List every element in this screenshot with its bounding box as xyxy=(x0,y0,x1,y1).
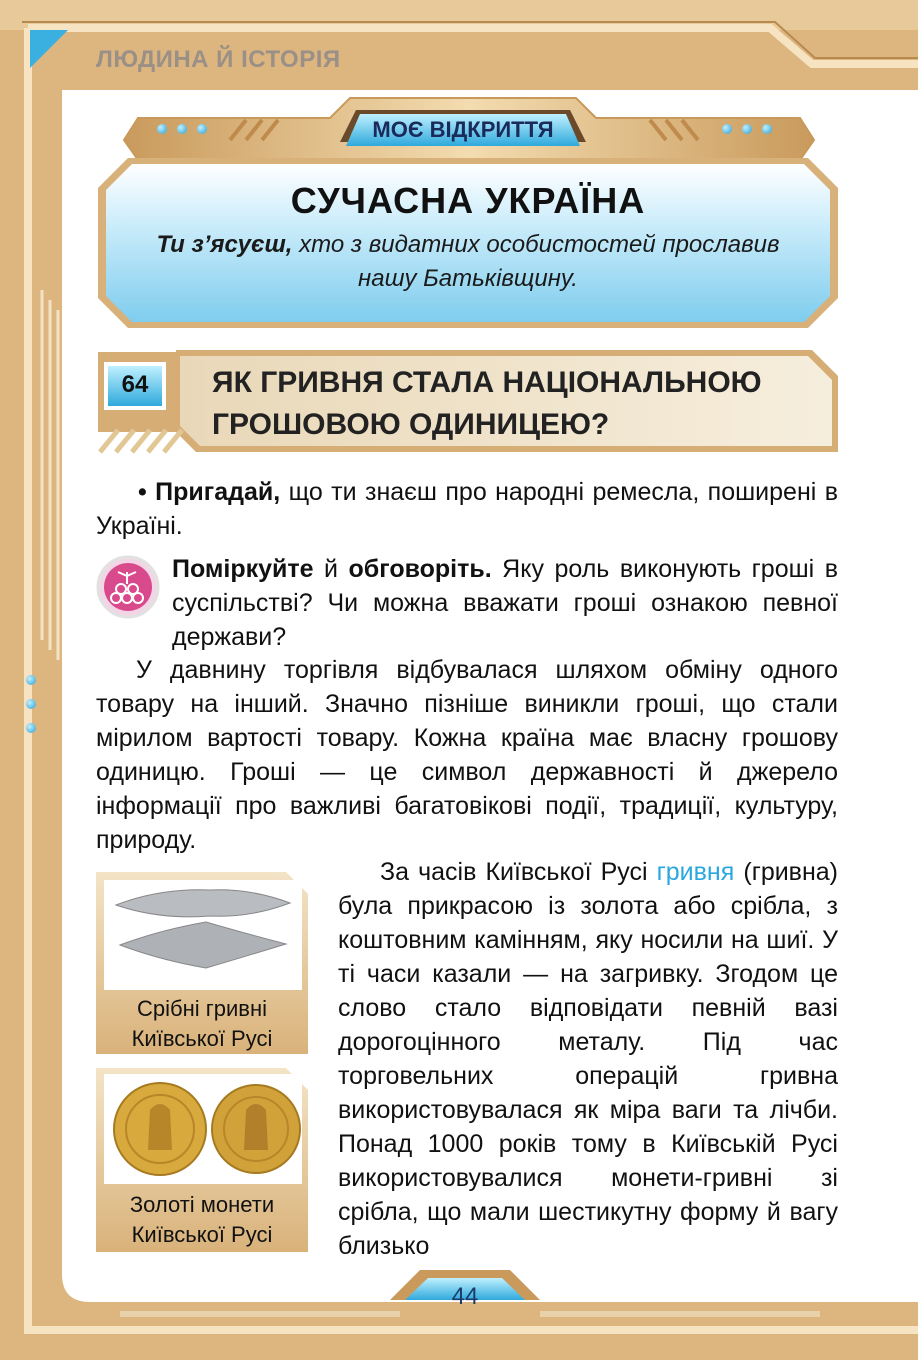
discovery-subtitle xyxy=(150,228,786,296)
paragraph-2 xyxy=(338,855,838,1263)
recall-rest: що ти знаєш про народні ремесла, поширені в Україні. xyxy=(96,478,838,540)
discovery-subtitle-rest: хто з видатних особистостей прославив нашу Батьківщину. xyxy=(292,231,780,292)
recall-bold: Пригадай, xyxy=(155,478,281,506)
silver-hryvnias-caption: Срібні гривні Київської Русі xyxy=(131,996,273,1051)
discuss-mid: й xyxy=(313,555,349,583)
discuss-paragraph xyxy=(172,552,838,654)
section-header: ЛЮДИНА Й ІСТОРІЯ xyxy=(96,46,341,73)
term-hryvnia: гривня xyxy=(656,858,735,886)
recall-paragraph xyxy=(96,475,838,543)
discuss-bold1: Поміркуйте xyxy=(172,555,314,583)
discuss-bold2: обговоріть. xyxy=(348,555,492,583)
discovery-title: СУЧАСНА УКРАЇНА xyxy=(290,180,646,221)
discovery-label: МОЄ ВІДКРИТТЯ xyxy=(372,117,554,142)
gold-coins-caption: Золоті монети Київської Русі xyxy=(129,1192,275,1247)
paragraph-2-rest: (гривна) була прикрасою із золота або срібла, з коштовним камінням, яку носили на шиї. У ті часи казали — на загривку. Згодом це слово стало відповідати певній вазі дорогоцінного металу. Під час торговельних операцій гривна використовувалася як міра ваги та лічби. Понад 1000 років тому в Київській Русі використовувалися монети-гривні зі срібла, що мали шестикутну форму й вагу близько xyxy=(338,858,838,1260)
discuss-rest: Яку роль виконують гроші в суспільстві? Чи можна вважати гроші ознакою певної держави? xyxy=(172,555,838,651)
lesson-title xyxy=(212,362,812,446)
decor-dots-left xyxy=(157,124,217,134)
recall-bullet: • xyxy=(138,478,147,506)
discovery-subtitle-bold: Ти з’ясуєш, xyxy=(156,231,293,258)
lesson-number: 64 xyxy=(121,371,149,398)
page-number: 44 xyxy=(451,1283,479,1310)
lesson-title-line1: ЯК ГРИВНЯ СТАЛА НАЦІОНАЛЬНОЮ xyxy=(212,366,762,399)
decor-dots-right xyxy=(722,124,782,134)
lesson-title-line2: ГРОШОВОЮ ОДИНИЦЕЮ? xyxy=(212,408,610,441)
paragraph-2-start: За часів Київської Русі xyxy=(380,858,657,886)
decor-dots-side xyxy=(26,675,38,733)
paragraph-1: У давнину торгівля відбувалася шляхом обміну одного товару на інший. Значно пізніше виникли гроші, що стали мірилом вартості товару. Кожна країна має власну грошову одиницю. Гроші — це символ державності й джерело інформації про важливі багатовікові події, традиції, культуру, природу. xyxy=(96,656,838,854)
